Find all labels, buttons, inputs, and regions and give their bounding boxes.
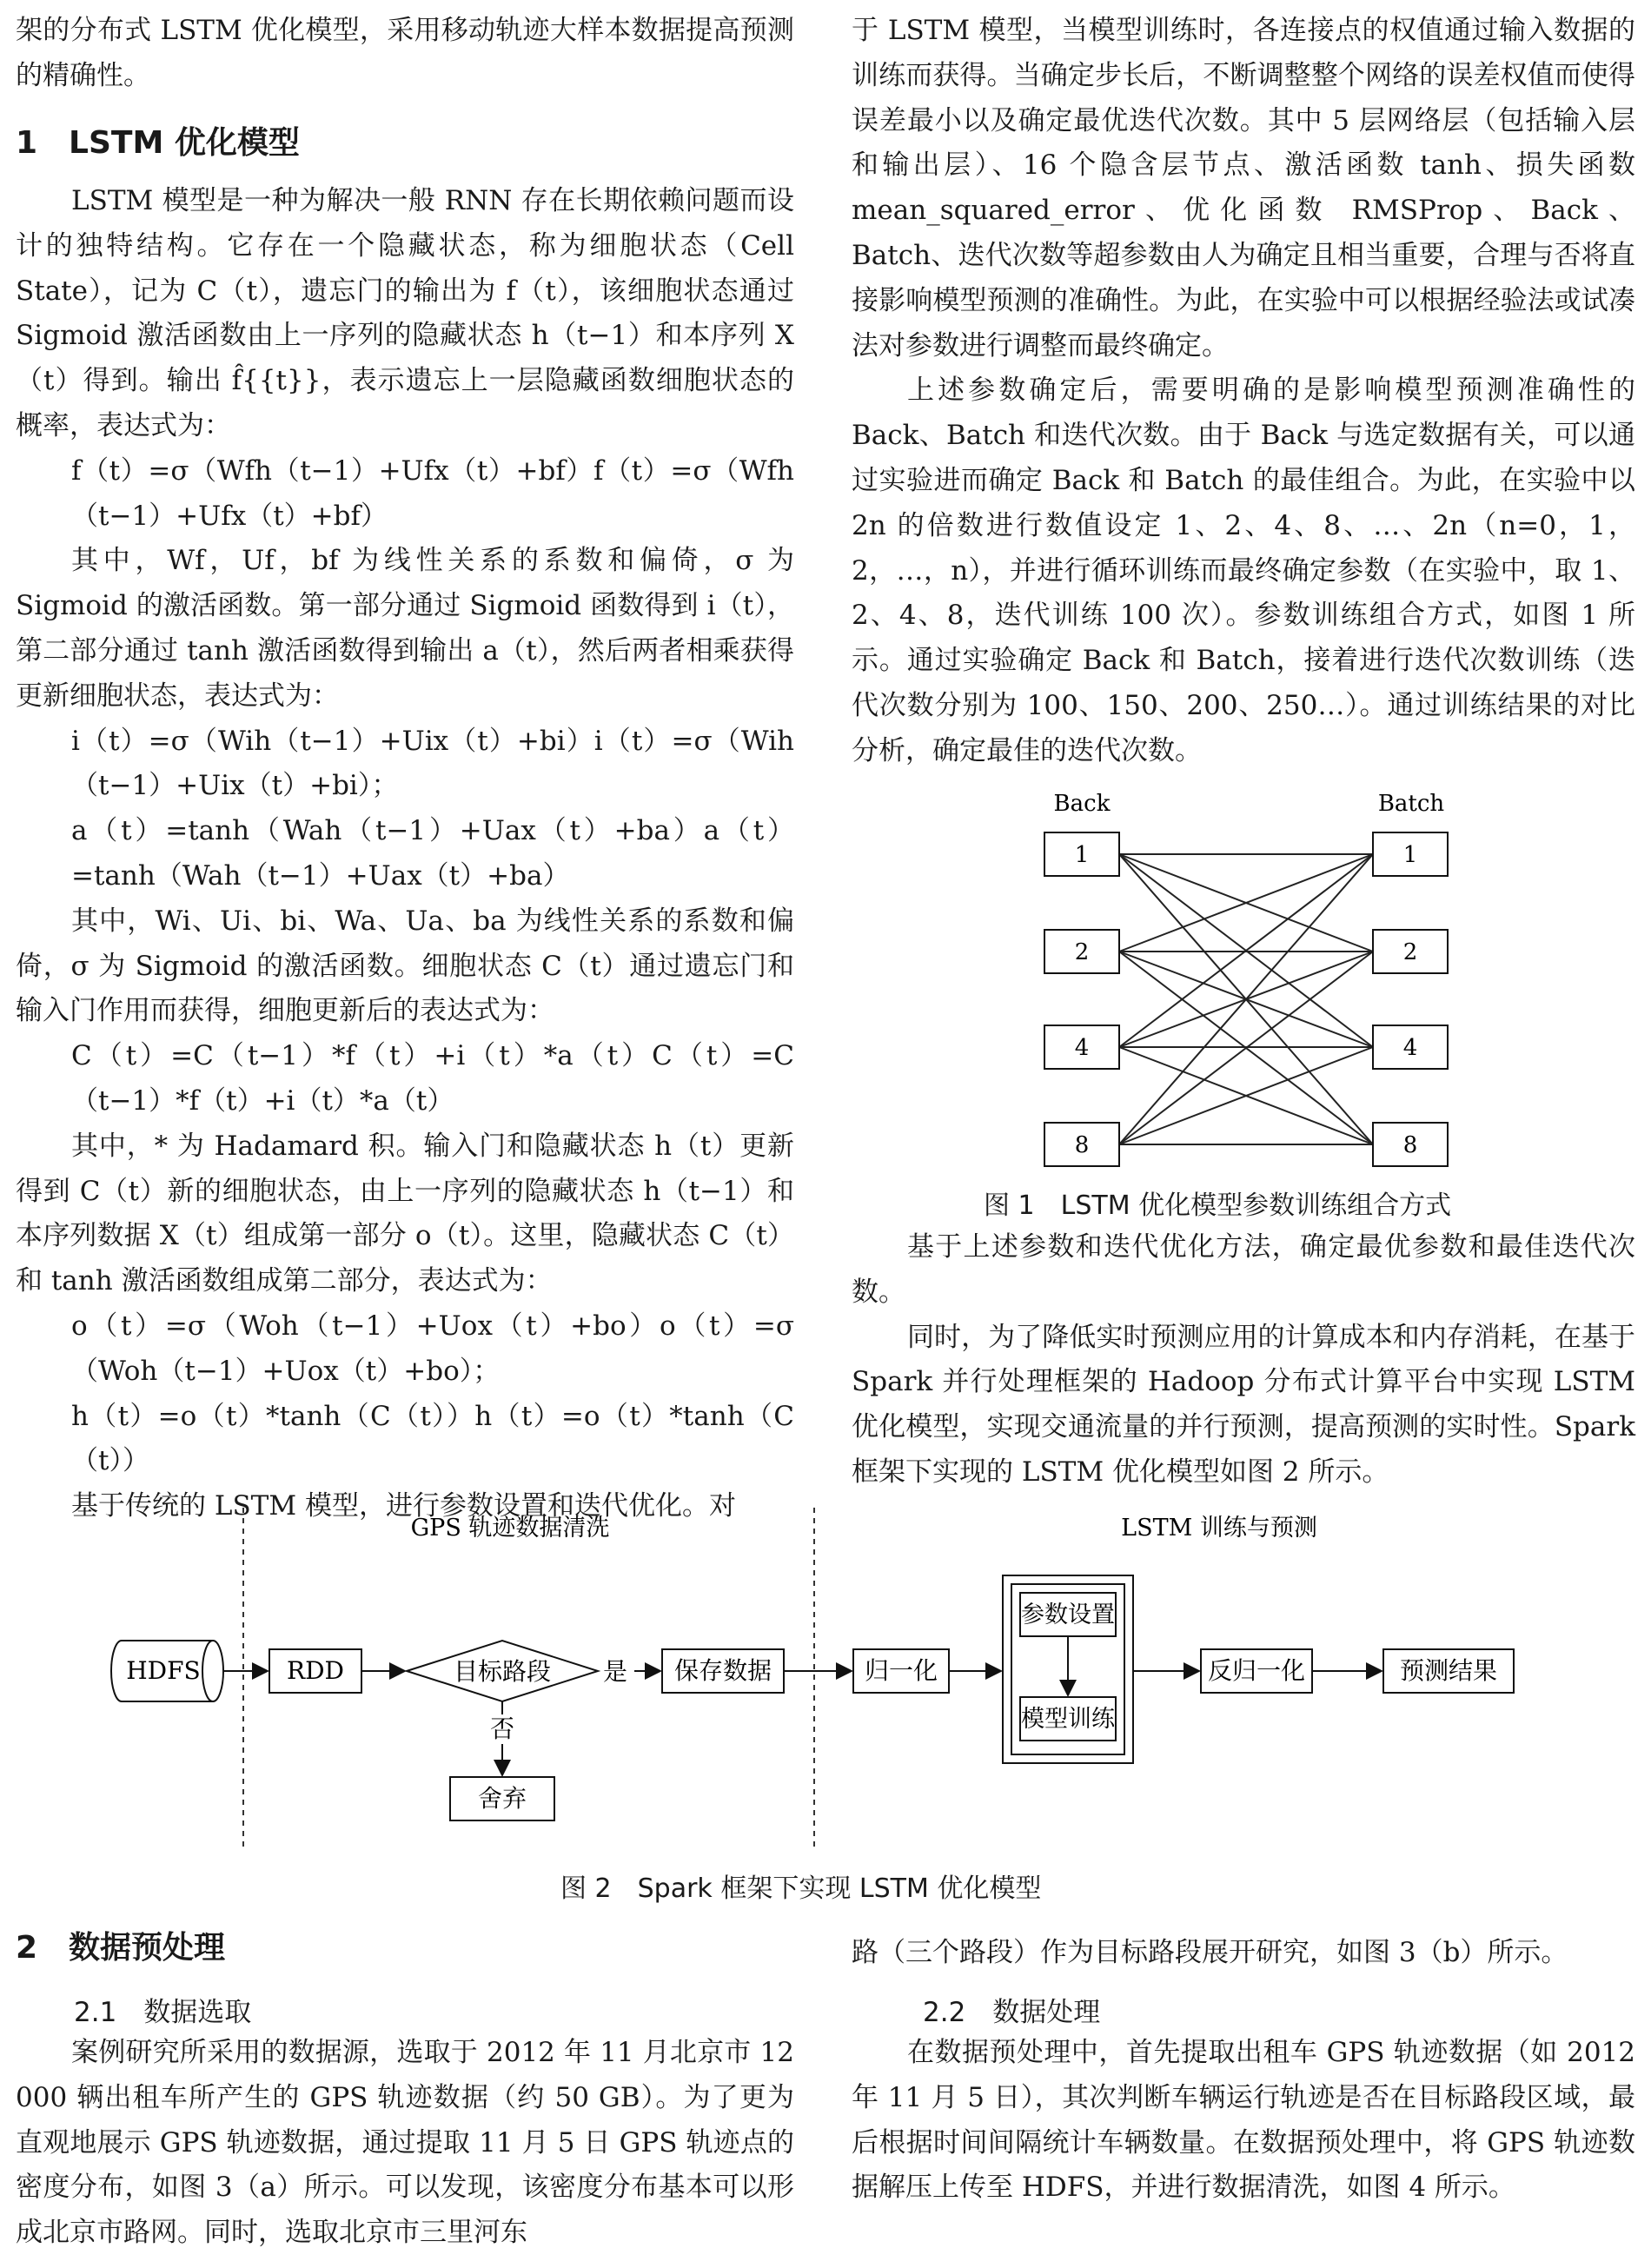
rdd-label: RDD [287,1656,344,1685]
paragraph: 架的分布式 LSTM 优化模型，采用移动轨迹大样本数据提高预测的精确性。 [16,15,794,91]
left-column-section2 [16,2031,794,2256]
batch-node-label: 1 [1402,842,1418,868]
batch-node-label: 8 [1402,1132,1418,1158]
paragraph: 在数据预处理中，首先提取出租车 GPS 轨迹数据（如 2012 年 11 月 5 日），其次判断车辆运行轨迹是否在目标路段区域，最后根据时间间隔统计车辆数量。在数据预处理中，将 GPS 轨迹数据解压上传至 HDFS，并进行数据清洗，如图 4 所示。 [852,2037,1635,2204]
back-node-label: 2 [1074,939,1090,965]
left-column-body [16,179,794,1529]
paragraph: 其中，Wi、Ui、bi、Wa、Ua、ba 为线性关系的系数和偏倚，σ 为 Sigmoid 的激活函数。细胞状态 C（t）通过遗忘门和输入门作用而获得，细胞更新后的表达式为： [16,905,794,1027]
paragraph: 路（三个路段）作为目标路段展开研究，如图 3（b）所示。 [852,1937,1568,1968]
right-column-section2-body [852,2031,1635,2211]
svg-text:HDFS: HDFS [126,1656,201,1685]
param-label: 参数设置 [1021,1602,1115,1628]
train-label: 模型训练 [1021,1706,1115,1733]
right-column-body [852,9,1635,774]
paragraph: 其中，Wf，Uf，bf 为线性关系的系数和偏倚，σ 为 Sigmoid 的激活函数。第一部分通过 Sigmoid 函数得到 i（t），第二部分通过 tanh 激活函数得到输出 a（t），然后两者相乘获得更新细胞状态，表达式为： [16,545,794,712]
paragraph: 同时，为了降低实时预测应用的计算成本和内存消耗，在基于 Spark 并行处理框架的 Hadoop 分布式计算平台中实现 LSTM 优化模型，实现交通流量的并行预测，提高预测的实时性。Spark 框架下实现的 LSTM 优化模型如图 2 所示。 [852,1321,1635,1488]
subsection-2-1-heading: 2.1 数据选取 [74,1997,252,2028]
no-label: 否 [489,1714,515,1743]
paragraph: 其中，* 为 Hadamard 积。输入门和隐藏状态 h（t）更新得到 C（t）新的细胞状态，由上一序列的隐藏状态 h（t−1）和本序列数据 X（t）组成第一部分 o（t）。这里，隐藏状态 C（t）和 tanh 激活函数组成第二部分，表达式为： [16,1130,794,1297]
back-node-label: 1 [1074,842,1090,868]
hdfs-node [111,1641,223,1701]
equation-cell-state: C（t）=C（t−1）*f（t）+i（t）*a（t）C（t）=C（t−1）*f（t）+i（t）*a（t） [71,1040,794,1117]
figure-2-flowchart [87,1499,1564,1855]
left-column-intro [16,9,794,99]
paragraph: 于 LSTM 模型，当模型训练时，各连接点的权值通过输入数据的训练而获得。当确定步长后，不断调整整个网络的误差权值而使得误差最小以及确定最优迭代次数。其中 5 层网络层（包括输入层和输出层）、16 个隐含层节点、激活函数 tanh、损失函数 mean_squared_error、优化函数 RMSProp、Back、Batch、迭代次数等超参数由人为确定且相当重要，合理与否将直接影响模型预测的准确性。为此，在实验中可以根据经验法或试凑法对参数进行调整而最终确定。 [852,15,1635,361]
equation-candidate: a（t）=tanh（Wah（t−1）+Uax（t）+ba）a（t）=tanh（Wah（t−1）+Uax（t）+ba） [71,815,794,892]
section-2-heading: 2 数据预处理 [16,1930,226,1966]
back-node-label: 8 [1074,1132,1090,1158]
paragraph: LSTM 模型是一种为解决一般 RNN 存在长期依赖问题而设计的独特结构。它存在一个隐藏状态，称为细胞状态（Cell State），记为 C（t），遗忘门的输出为 f（t），该细胞状态通过 Sigmoid 激活函数由上一序列的隐藏状态 h（t−1）和本序列 X（t）得到。输出 f̂{{t}}，表示遗忘上一层隐藏函数细胞状态的概率，表达式为： [16,185,794,441]
paragraph: 案例研究所采用的数据源，选取于 2012 年 11 月北京市 12 000 辆出租车所产生的 GPS 轨迹数据（约 50 GB）。为了更为直观地展示 GPS 轨迹数据，通过提取 11 月 5 日 GPS 轨迹点的密度分布，如图 3（a）所示。可以发现，该密度分布基本可以形成北京市路网。同时，选取北京市三里河东 [16,2037,794,2249]
section-1-heading: 1 LSTM 优化模型 [16,125,300,161]
discard-label: 舍弃 [477,1784,527,1813]
paragraph: 基于上述参数和迭代优化方法，确定最优参数和最佳迭代次数。 [852,1231,1635,1308]
batch-node-label: 2 [1402,939,1418,965]
decision-label: 目标路段 [453,1657,552,1686]
yes-label: 是 [602,1657,628,1686]
equation-output-gate: o（t）=σ（Woh（t−1）+Uox（t）+bo）o（t）=σ（Woh（t−1）+Uox（t）+bo）； [71,1310,794,1387]
paragraph: 基于传统的 LSTM 模型，进行参数设置和迭代优化。对 [71,1490,736,1522]
figure-1-caption: 图 1 LSTM 优化模型参数训练组合方式 [984,1190,1452,1221]
batch-label: Batch [1377,791,1445,817]
subsection-2-2-heading: 2.2 数据处理 [923,1997,1101,2028]
figure-2-caption: 图 2 Spark 框架下实现 LSTM 优化模型 [560,1873,1042,1904]
equation-forget-gate: f（t）=σ（Wfh（t−1）+Ufx（t）+bf）f（t）=σ（Wfh（t−1）+Ufx（t）+bf） [71,454,794,532]
result-label: 预测结果 [1399,1656,1498,1685]
section-label-lstm: LSTM 训练与预测 [1121,1515,1317,1542]
section-label-cleaning: GPS 轨迹数据清洗 [410,1515,610,1542]
save-label: 保存数据 [673,1656,772,1685]
normalize-label: 归一化 [864,1656,938,1685]
figure-1-diagram [1008,786,1495,1169]
paragraph: 上述参数确定后，需要明确的是影响模型预测准确性的 Back、Batch 和迭代次数。由于 Back 与选定数据有关，可以通过实验进而确定 Back 和 Batch 的最佳组合。为此，在实验中以 2n 的倍数进行数值设定 1、2、4、8、…、2n（n=0，1，2，…，n），并进行循环训练而最终确定参数（在实验中，取 1、2、4、8，迭代训练 100 次）。参数训练组合方式，如图 1 所示。通过实验确定 Back 和 Batch，接着进行迭代次数训练（迭代次数分别为 100、150、200、250…）。通过训练结果的对比分析，确定最佳的迭代次数。 [852,375,1635,766]
right-column-section2 [852,1931,1635,1976]
equation-input-gate: i（t）=σ（Wih（t−1）+Uix（t）+bi）i（t）=σ（Wih（t−1）+Uix（t）+bi）； [71,725,794,802]
equation-hidden-state: h（t）=o（t）*tanh（C（t））h（t）=o（t）*tanh（C（t）） [71,1400,794,1477]
batch-node-label: 4 [1402,1035,1418,1061]
back-node-label: 4 [1074,1035,1090,1061]
back-label: Back [1053,791,1111,817]
denorm-label: 反归一化 [1207,1656,1306,1685]
right-column-after-fig1 [852,1225,1635,1495]
